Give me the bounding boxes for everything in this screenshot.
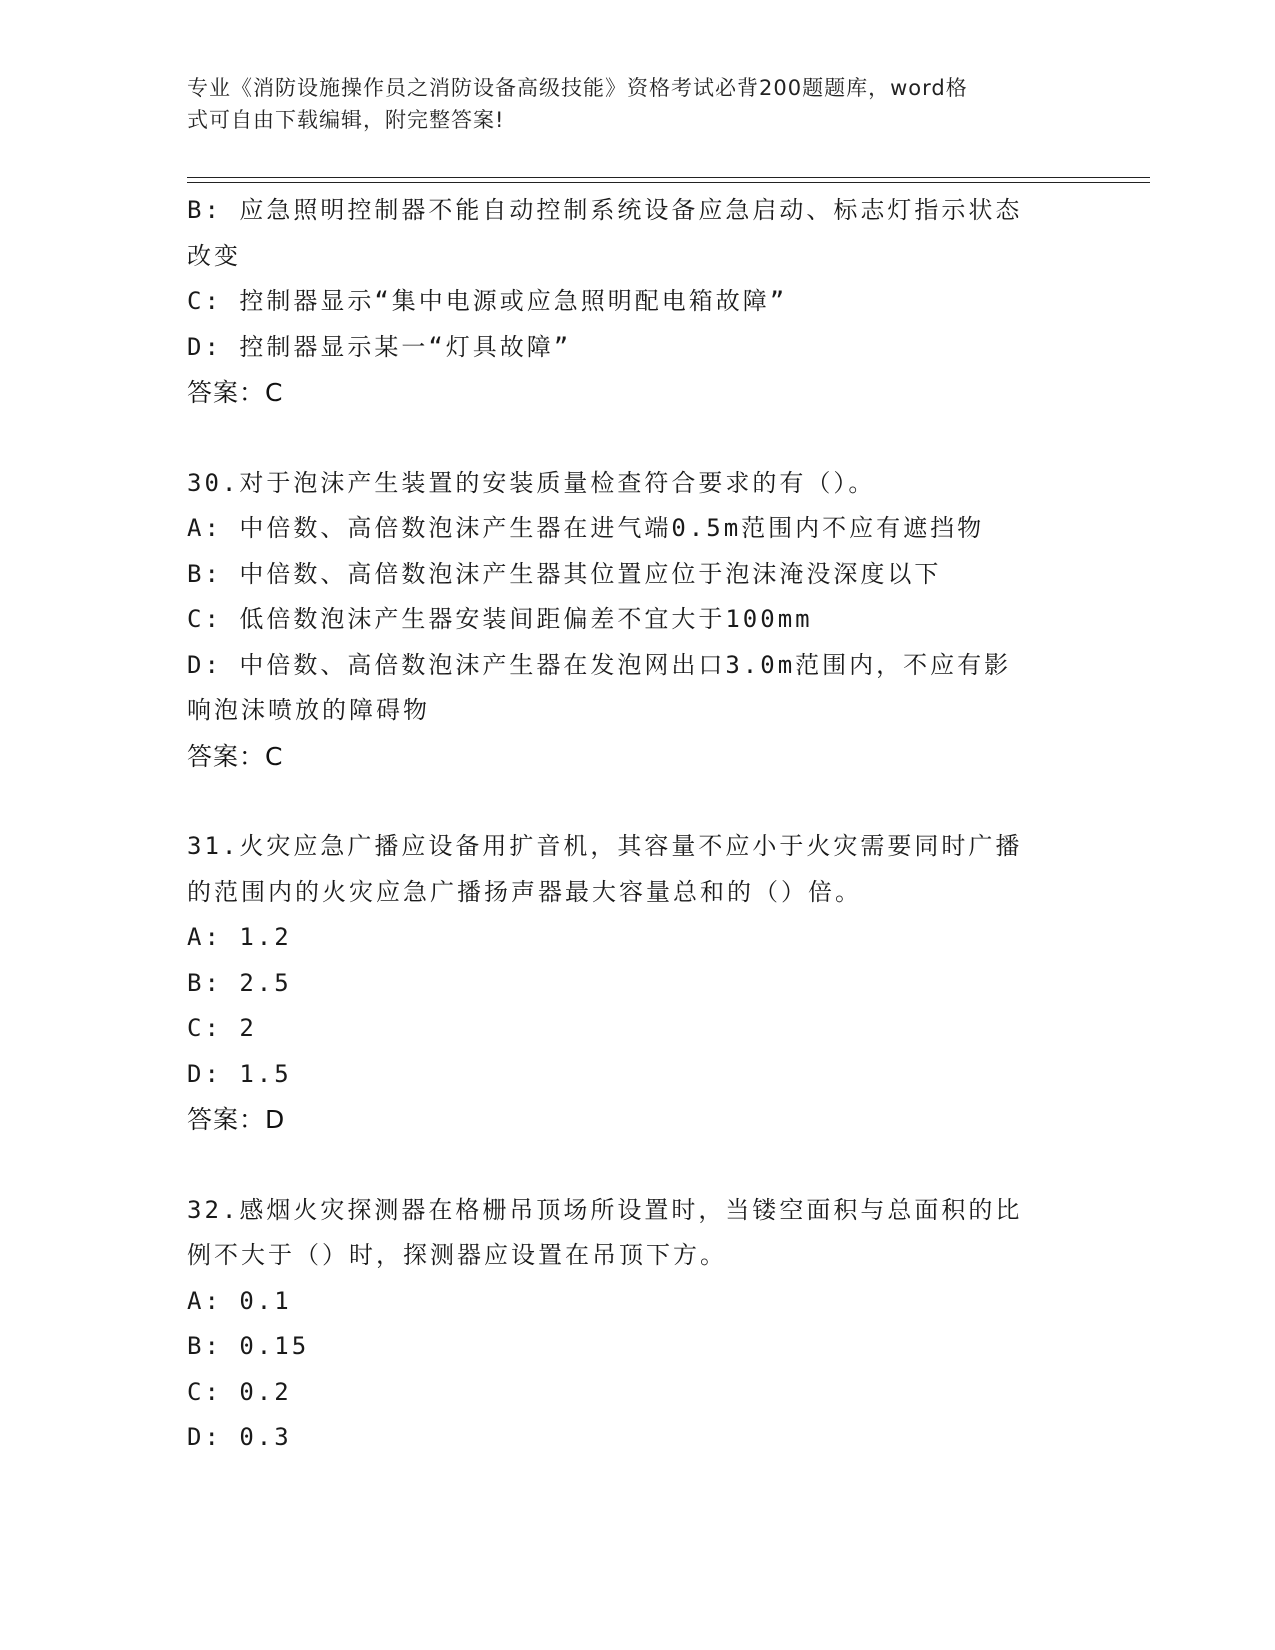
- q31-stem-line-1: 31.火灾应急广播应设备用扩音机，其容量不应小于火灾需要同时广播: [187, 832, 1023, 860]
- q31-option-c: C: 2: [187, 1014, 257, 1042]
- question-31: [187, 824, 1087, 1143]
- q30-option-c: C: 低倍数泡沫产生器安装间距偏差不宜大于100mm: [187, 605, 813, 633]
- q29-answer: 答案：C: [187, 378, 284, 407]
- q31-answer: 答案：D: [187, 1105, 286, 1134]
- question-content: [187, 188, 1087, 1461]
- spacer: [187, 779, 1087, 824]
- header-rule-top: [187, 177, 1150, 178]
- q32-option-b: B: 0.15: [187, 1332, 310, 1360]
- q30-option-d-line-2: 响泡沫喷放的障碍物: [187, 696, 430, 724]
- q29-option-d: D: 控制器显示某一“灯具故障”: [187, 332, 572, 361]
- header-line-1: 专业《消防设施操作员之消防设备高级技能》资格考试必背200题题库，word格: [187, 76, 968, 100]
- q31-stem-line-2: 的范围内的火灾应急广播扬声器最大容量总和的（）倍。: [187, 877, 862, 906]
- header-rule-bottom: [187, 182, 1150, 183]
- q32-option-d: D: 0.3: [187, 1423, 292, 1451]
- q29-option-b-line-1: B: 应急照明控制器不能自动控制系统设备应急启动、标志灯指示状态: [187, 196, 1023, 224]
- document-header: [187, 72, 1067, 136]
- question-32: [187, 1188, 1087, 1461]
- q29-option-c: C: 控制器显示“集中电源或应急照明配电箱故障”: [187, 287, 788, 315]
- q32-stem-line-1: 32.感烟火灾探测器在格栅吊顶场所设置时，当镂空面积与总面积的比: [187, 1195, 1023, 1224]
- q30-option-d-line-1: D: 中倍数、高倍数泡沫产生器在发泡网出口3.0m范围内，不应有影: [187, 650, 1012, 679]
- question-29: [187, 188, 1087, 416]
- q32-option-c: C: 0.2: [187, 1377, 292, 1406]
- q29-option-b-line-2: 改变: [187, 241, 241, 270]
- question-30: [187, 461, 1087, 780]
- spacer: [187, 1143, 1087, 1188]
- header-line-2: 式可自由下载编辑，附完整答案!: [187, 108, 505, 132]
- q30-answer: 答案：C: [187, 741, 284, 771]
- q30-option-a: A: 中倍数、高倍数泡沫产生器在进气端0.5m范围内不应有遮挡物: [187, 514, 985, 542]
- spacer: [187, 416, 1087, 461]
- q32-stem-line-2: 例不大于（）时，探测器应设置在吊顶下方。: [187, 1241, 727, 1269]
- q30-option-b: B: 中倍数、高倍数泡沫产生器其位置应位于泡沫淹没深度以下: [187, 559, 942, 588]
- q32-option-a: A: 0.1: [187, 1286, 292, 1315]
- q31-option-a: A: 1.2: [187, 923, 292, 951]
- q30-stem: 30.对于泡沫产生装置的安装质量检查符合要求的有（）。: [187, 468, 876, 497]
- q31-option-b: B: 2.5: [187, 968, 292, 997]
- q31-option-d: D: 1.5: [187, 1059, 292, 1088]
